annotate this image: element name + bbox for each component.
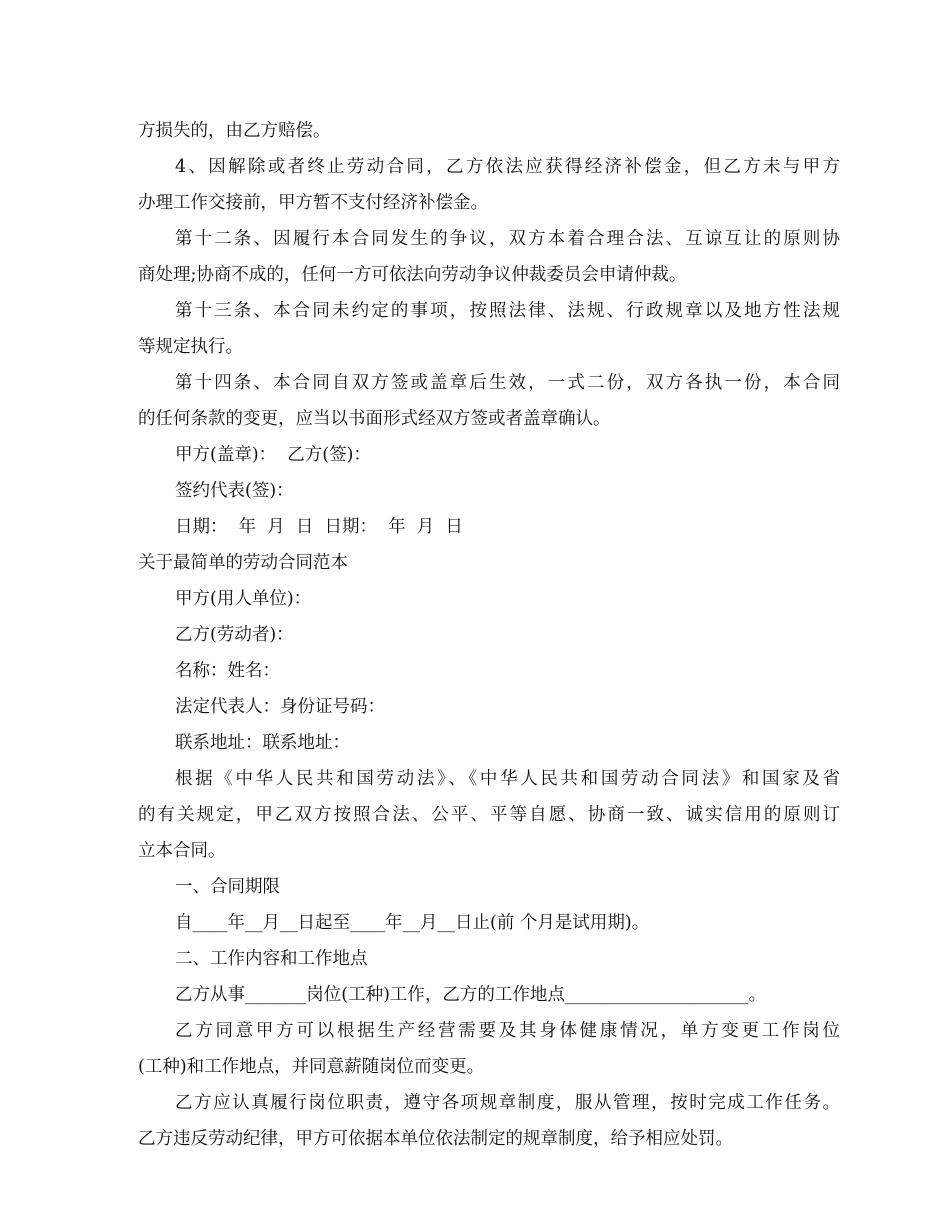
preamble-line: 根据《中华人民共和国劳动法》、《中华人民共和国劳动合同法》和国家及省	[175, 769, 840, 789]
section-heading: 一、合同期限	[175, 877, 280, 897]
contract-term-line: 自____年__月__日起至____年__月__日止(前 个月是试用期)。	[175, 913, 650, 933]
paragraph-line: 方损失的，由乙方赔偿。	[138, 121, 331, 141]
section-heading: 二、工作内容和工作地点	[175, 949, 368, 969]
preamble-line: 的有关规定，甲乙双方按照合法、公平、平等自愿、协商一致、诚实信用的原则订	[138, 805, 840, 825]
article-14-line: 的任何条款的变更，应当以书面形式经双方签或者盖章确认。	[138, 409, 611, 429]
job-line: 乙方从事_______岗位(工种)工作，乙方的工作地点_____________________。	[175, 985, 767, 1005]
section-title: 关于最简单的劳动合同范本	[138, 553, 348, 573]
article-13-line: 第十三条、本合同未约定的事项，按照法律、法规、行政规章以及地方性法规	[175, 301, 840, 321]
paragraph-line: 办理工作交接前，甲方暂不支付经济补偿金。	[138, 193, 488, 213]
legal-rep-row: 法定代表人：身份证号码：	[175, 697, 385, 717]
signature-date: 日期： 年 月 日 日期： 年 月 日	[175, 517, 463, 537]
article-14-line: 第十四条、本合同自双方签或盖章后生效，一式二份，双方各执一份，本合同	[175, 373, 840, 393]
paragraph-line: 乙方同意甲方可以根据生产经营需要及其身体健康情况，单方变更工作岗位	[175, 1021, 840, 1041]
paragraph-line: 4、因解除或者终止劳动合同，乙方依法应获得经济补偿金，但乙方未与甲方	[175, 157, 840, 177]
paragraph-line: 乙方违反劳动纪律，甲方可依据本单位依法制定的规章制度，给予相应处罚。	[138, 1129, 733, 1149]
article-12-line: 商处理;协商不成的，任何一方可依法向劳动争议仲裁委员会申请仲裁。	[138, 265, 687, 285]
party-a-label: 甲方(用人单位)：	[175, 589, 312, 609]
paragraph-line: (工种)和工作地点，并同意薪随岗位而变更。	[138, 1057, 485, 1077]
signature-parties: 甲方(盖章)： 乙方(签)：	[175, 445, 371, 465]
article-12-line: 第十二条、因履行本合同发生的争议，双方本着合理合法、互谅互让的原则协	[175, 229, 840, 249]
article-13-line: 等规定执行。	[138, 337, 243, 357]
paragraph-line: 乙方应认真履行岗位职责，遵守各项规章制度，服从管理，按时完成工作任务。	[175, 1093, 840, 1113]
party-b-label: 乙方(劳动者)：	[175, 625, 294, 645]
address-row: 联系地址：联系地址：	[175, 733, 350, 753]
name-row: 名称：姓名：	[175, 661, 280, 681]
preamble-line: 立本合同。	[138, 841, 226, 861]
signature-representative: 签约代表(签)：	[175, 481, 294, 501]
